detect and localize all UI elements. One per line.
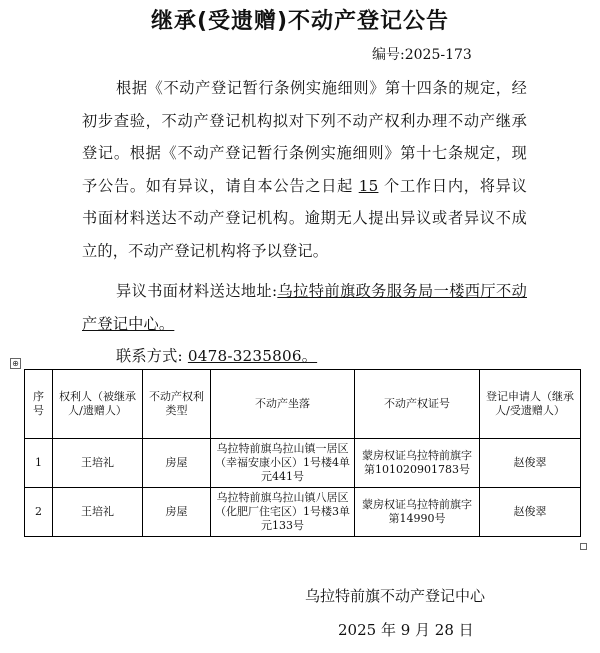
header-seq: 序号 — [25, 370, 53, 439]
notice-text-after: 个工作日内，将异议书面材料送达不动产登记机构。逾期无人提出异议或者异议不成立的，不动产登记机构将予以登记。 — [82, 176, 527, 260]
issuer-signature: 乌拉特前旗不动产登记中心 — [305, 587, 486, 605]
header-right-type: 不动产权利类型 — [143, 370, 211, 439]
contact-phone: 0478-3235806。 — [187, 347, 318, 365]
property-table — [24, 369, 581, 537]
notice-paragraph-main — [82, 72, 527, 267]
header-location: 不动产坐落 — [211, 370, 355, 439]
objection-address-paragraph — [82, 275, 527, 340]
table-row — [25, 439, 581, 488]
contact-label: 联系方式: — [116, 347, 183, 365]
contact-paragraph — [116, 340, 536, 373]
notice-title: 继承(受遗赠)不动产登记公告 — [150, 9, 450, 34]
table-header-row — [25, 370, 581, 439]
cell-certificate-no: 蒙房权证乌拉特前旗字第101020901783号 — [355, 439, 480, 488]
document-number: 编号:2025-173 — [372, 47, 472, 63]
cell-right-type: 房屋 — [143, 439, 211, 488]
header-certificate-no: 不动产权证号 — [355, 370, 480, 439]
objection-days: 15 — [358, 176, 379, 195]
header-applicant: 登记申请人（继承人/受遗赠人） — [480, 370, 581, 439]
table-move-handle-icon[interactable]: ⊕ — [10, 358, 21, 369]
address-value: 乌拉特前旗政务服务局一楼西厅不动产登记中心。 — [82, 282, 527, 333]
table-resize-handle-icon[interactable] — [580, 543, 587, 550]
cell-certificate-no: 蒙房权证乌拉特前旗字第14990号 — [355, 488, 480, 537]
cell-location: 乌拉特前旗乌拉山镇八居区（化肥厂住宅区）1号楼3单元133号 — [211, 488, 355, 537]
cell-applicant: 赵俊翠 — [480, 439, 581, 488]
cell-seq: 2 — [25, 488, 53, 537]
header-right-holder: 权利人（被继承人/遗赠人） — [53, 370, 143, 439]
notice-text-before: 根据《不动产登记暂行条例实施细则》第十四条的规定，经初步查验，不动产登记机构拟对下列不动产权利办理不动产继承登记。根据《不动产登记暂行条例实施细则》第十七条规定，现予公告。如有异议，请自本公告之日起 — [82, 79, 527, 195]
cell-applicant: 赵俊翠 — [480, 488, 581, 537]
table-row — [25, 488, 581, 537]
cell-seq: 1 — [25, 439, 53, 488]
cell-right-type: 房屋 — [143, 488, 211, 537]
issue-date: 2025 年 9 月 28 日 — [338, 621, 474, 639]
cell-location: 乌拉特前旗乌拉山镇一居区（幸福安康小区）1号楼4单元441号 — [211, 439, 355, 488]
cell-right-holder: 王培礼 — [53, 439, 143, 488]
address-label: 异议书面材料送达地址: — [116, 282, 278, 300]
cell-right-holder: 王培礼 — [53, 488, 143, 537]
